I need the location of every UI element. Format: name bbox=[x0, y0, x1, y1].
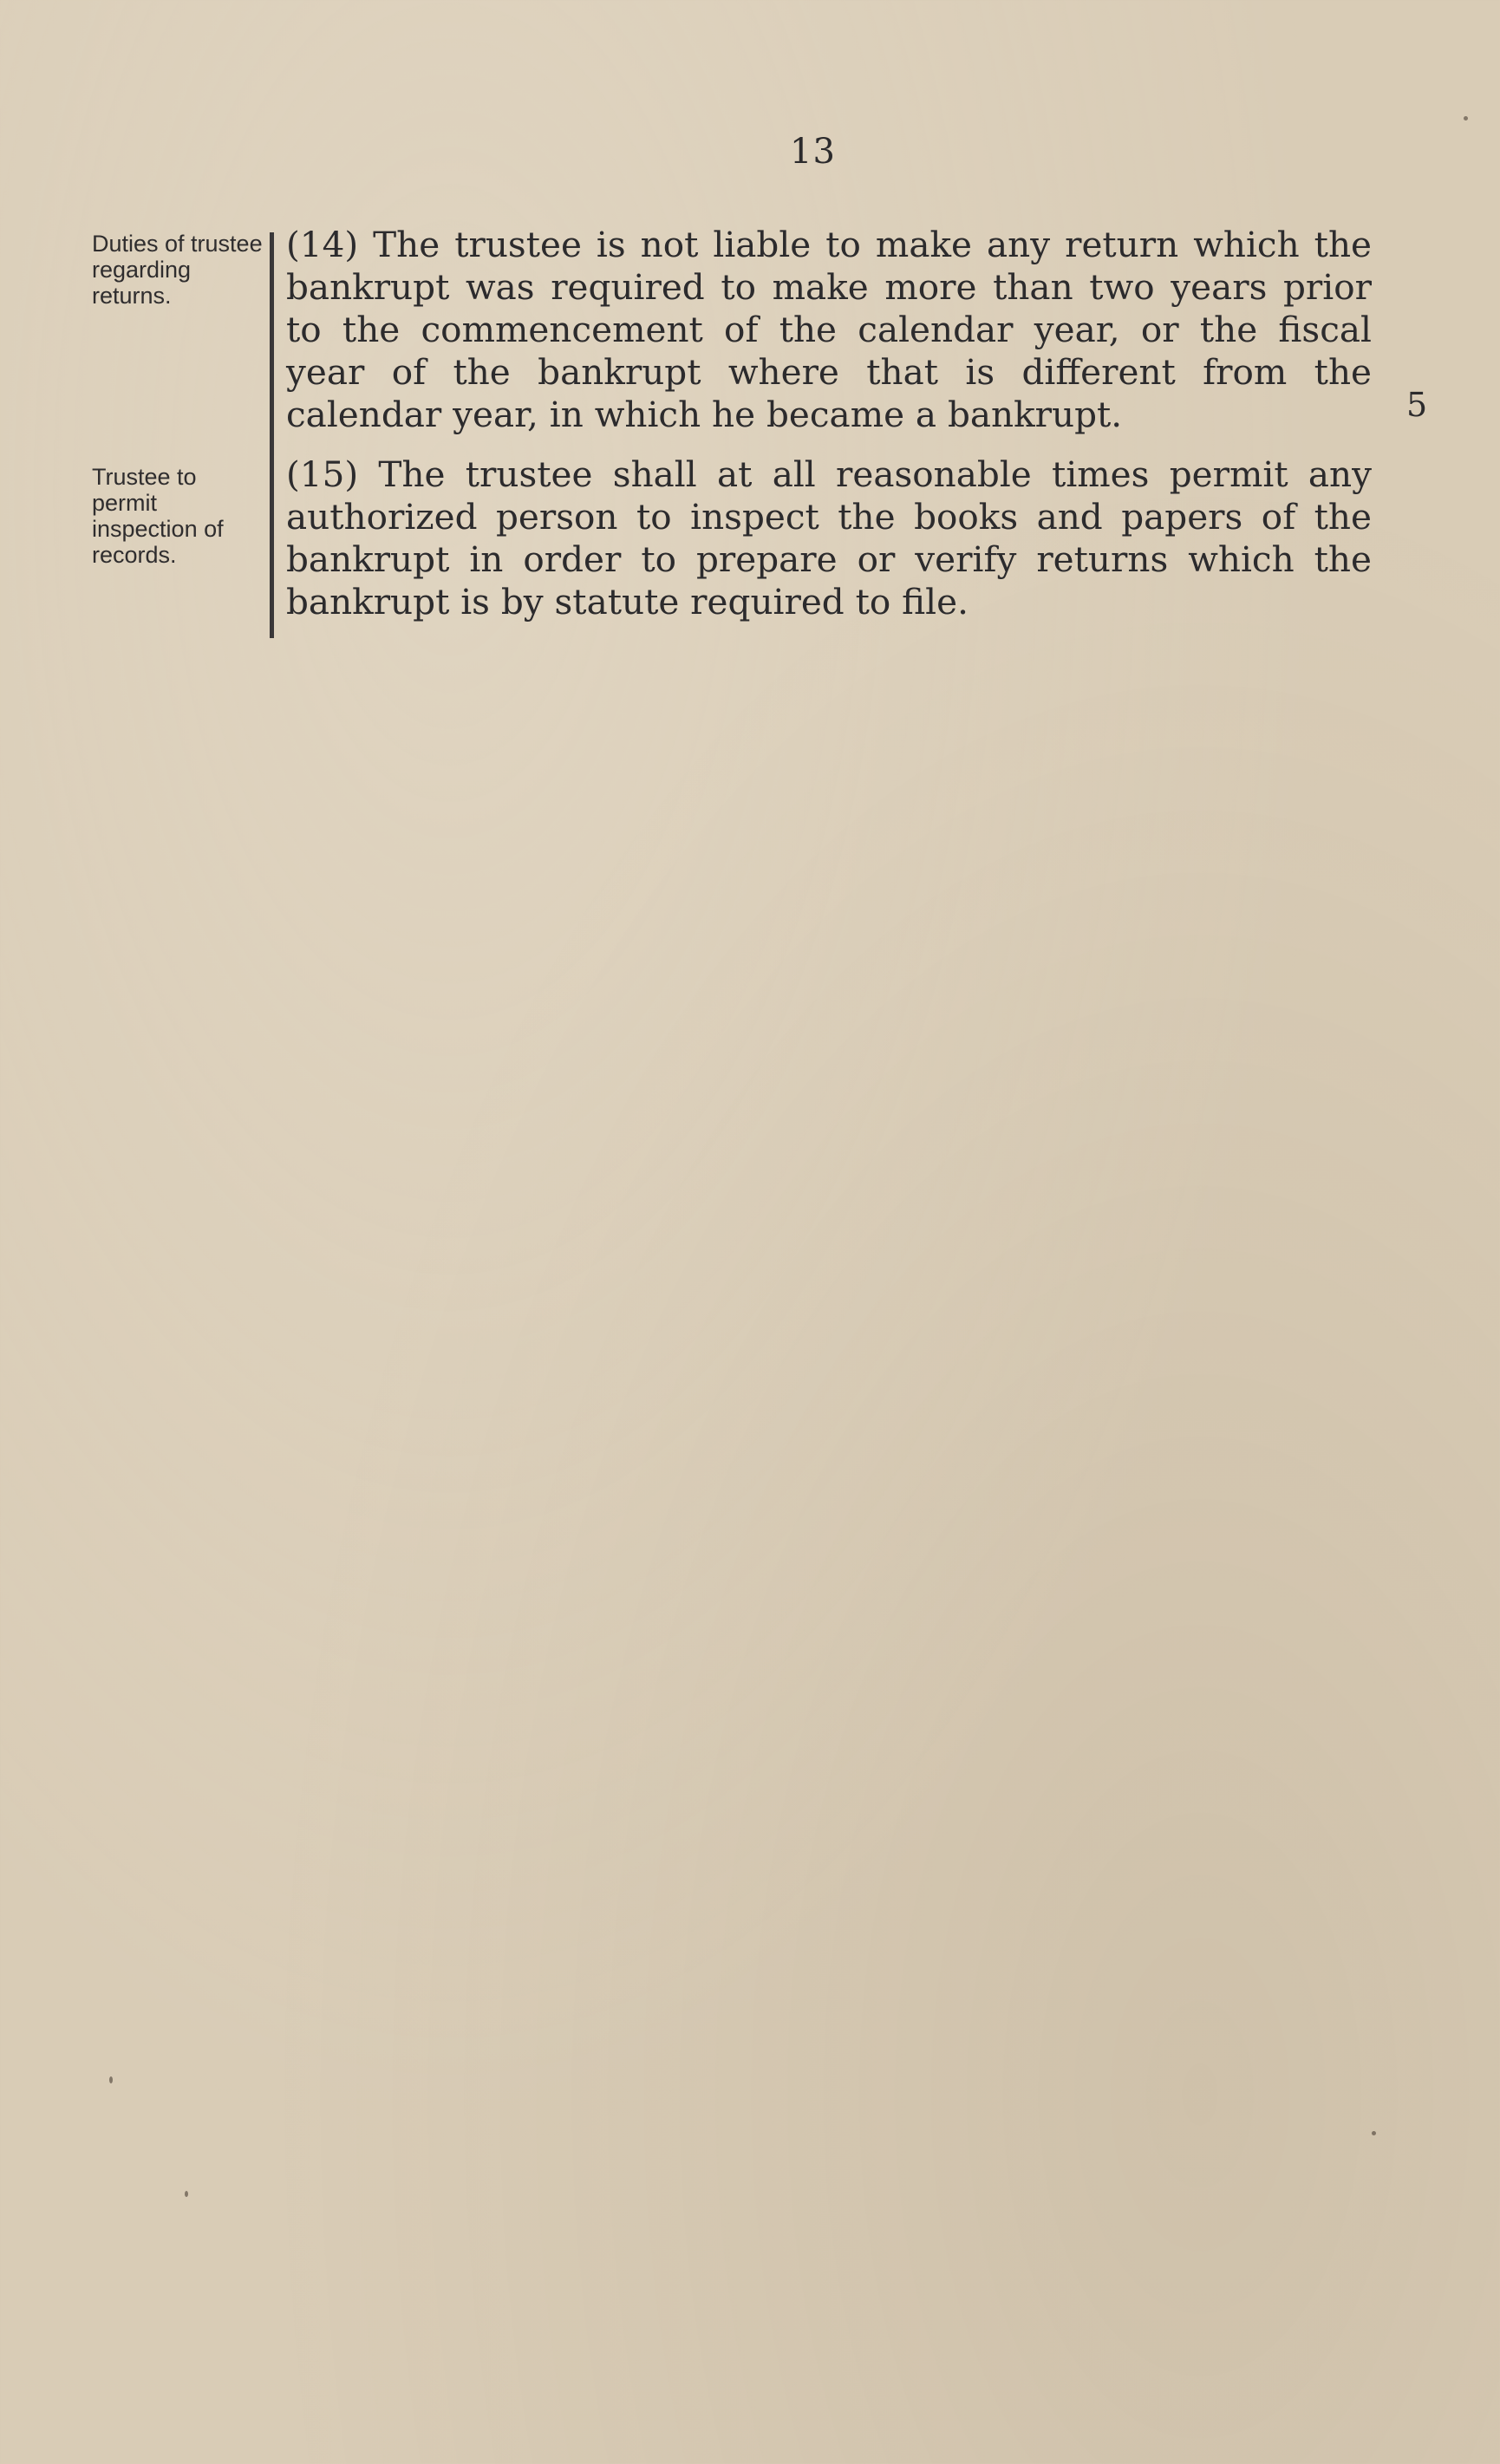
margin-rule bbox=[270, 232, 274, 638]
line-number-marker: 5 bbox=[1406, 386, 1428, 424]
page-number: 13 bbox=[790, 132, 836, 172]
paragraph-14: (14) The trustee is not liable to make any return which the bankrupt was required to make more than two years prior to the commencement of the calendar year, or the fiscal year of the bankrupt where that is different from the calendar year, in which he became a bankrupt. bbox=[286, 224, 1372, 435]
sidenote-trustee-inspection: Trustee to permit inspection of records. bbox=[92, 464, 224, 568]
paper-speck bbox=[185, 2191, 188, 2197]
sidenote-duties-of-trustee: Duties of trustee regarding returns. bbox=[92, 231, 263, 309]
paper-speck bbox=[1464, 116, 1468, 121]
paper-speck bbox=[109, 2076, 113, 2083]
paragraph-15: (15) The trustee shall at all reasonable times permit any authorized person to inspect the books and papers of the bankrupt in order to prepare or verify returns which the bankrupt is by statute required to file. bbox=[286, 453, 1372, 623]
paper-speck bbox=[1372, 2131, 1376, 2135]
